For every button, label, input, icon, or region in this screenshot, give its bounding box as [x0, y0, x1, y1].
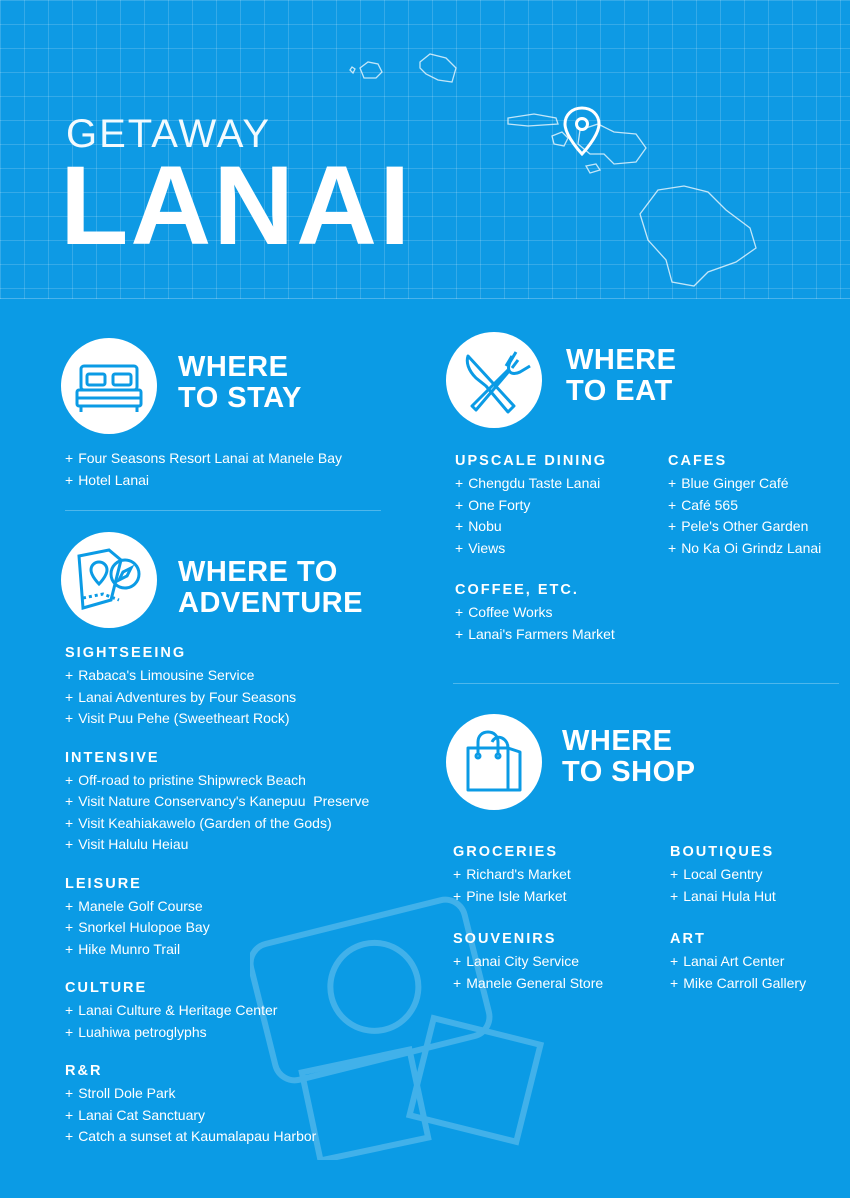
bullet: + — [453, 866, 462, 882]
list-item-text: Local Gentry — [683, 866, 763, 882]
shop-souvenirs-list — [453, 930, 603, 994]
adventure-group-culture — [65, 979, 369, 1043]
list-item — [65, 1126, 369, 1148]
group-heading: ART — [670, 931, 706, 947]
niihau-island — [350, 67, 355, 73]
divider — [453, 683, 839, 684]
list-item-text: Catch a sunset at Kaumalapau Harbor — [78, 1128, 317, 1144]
list-item-text: No Ka Oi Grindz Lanai — [681, 539, 822, 556]
bullet: + — [455, 518, 464, 534]
group-heading: CAFES — [668, 453, 728, 469]
molokai-island — [508, 114, 558, 126]
list-item-text: Manele Golf Course — [78, 897, 203, 914]
bullet: + — [65, 1002, 74, 1018]
eat-coffee-list — [455, 581, 615, 645]
group-heading: COFFEE, ETC. — [455, 582, 579, 598]
bullet: + — [65, 919, 74, 935]
title-line: ADVENTURE — [178, 587, 363, 619]
big-island — [640, 186, 756, 286]
where-to-adventure-title — [178, 557, 363, 619]
list-item-text: Visit Nature Conservancy's Kanepuu Preserve — [78, 793, 370, 809]
title-line: WHERE TO — [178, 556, 338, 588]
list-item — [65, 791, 369, 813]
list-item — [65, 1000, 369, 1022]
list-item-text: Rabaca's Limousine Service — [78, 667, 255, 683]
bullet: + — [65, 940, 74, 957]
list-item — [65, 917, 369, 939]
list-item — [668, 473, 821, 495]
map-compass-icon — [61, 532, 157, 628]
eat-upscale-list — [455, 452, 607, 559]
lanai-island — [552, 132, 568, 146]
adventure-group-intensive — [65, 749, 369, 856]
bullet: + — [65, 814, 74, 831]
kahoolawe-island — [586, 164, 600, 173]
hawaii-map-illustration — [340, 40, 850, 298]
bullet: + — [453, 974, 462, 991]
list-item-text: Visit Halulu Heiau — [78, 836, 189, 852]
list-item-text: Pine Isle Market — [466, 887, 567, 904]
bullet: + — [453, 887, 462, 904]
list-item — [455, 495, 607, 517]
list-item — [455, 538, 607, 560]
bullet: + — [668, 496, 677, 513]
eat-cafes-list — [668, 452, 821, 559]
title-line: TO SHOP — [562, 756, 696, 788]
shopping-bag-icon — [446, 714, 542, 810]
page-title: LANAI — [60, 143, 413, 268]
shop-art-list — [670, 930, 806, 994]
title-line: WHERE — [178, 351, 289, 383]
list-item — [670, 864, 776, 886]
group-heading: CULTURE — [65, 980, 148, 996]
list-item — [65, 813, 369, 835]
list-item — [670, 951, 806, 973]
title-line: TO STAY — [178, 382, 302, 414]
kauai-island — [360, 62, 382, 78]
list-item — [455, 516, 607, 538]
bullet: + — [670, 887, 679, 904]
group-heading: R&R — [65, 1063, 103, 1079]
list-item — [668, 495, 821, 517]
where-to-eat-title — [566, 345, 676, 407]
bullet: + — [455, 496, 464, 513]
list-item-text: Hike Munro Trail — [78, 940, 181, 957]
fork-knife-icon — [446, 332, 542, 428]
oahu-island — [420, 54, 456, 82]
bullet: + — [65, 771, 74, 788]
list-item — [453, 973, 603, 995]
group-heading: LEISURE — [65, 875, 142, 892]
bullet: + — [668, 518, 677, 534]
shop-boutiques-list — [670, 843, 776, 907]
list-item-text: Visit Puu Pehe (Sweetheart Rock) — [78, 710, 290, 726]
list-item — [455, 602, 615, 624]
bullet: + — [65, 1106, 74, 1123]
list-item — [455, 624, 615, 646]
bullet: + — [65, 793, 74, 809]
list-item — [453, 886, 571, 908]
list-item — [65, 708, 369, 730]
list-item — [65, 1083, 369, 1105]
group-heading: UPSCALE DINING — [455, 453, 608, 469]
bed-icon — [61, 338, 157, 434]
list-item-text: Richard's Market — [466, 866, 571, 882]
list-item — [65, 665, 369, 687]
bullet: + — [670, 953, 679, 969]
list-item-text: Visit Keahiakawelo (Garden of the Gods) — [78, 814, 332, 831]
list-item-text: Lanai Hula Hut — [683, 887, 776, 904]
maui-island — [578, 124, 646, 164]
list-item — [668, 516, 821, 538]
list-item-text: Stroll Dole Park — [78, 1085, 176, 1101]
header-kicker: GETAWAY — [66, 112, 272, 156]
bullet: + — [65, 471, 74, 488]
bullet: + — [453, 953, 462, 969]
adventure-group-leisure — [65, 875, 369, 961]
header-banner — [0, 0, 850, 299]
title-line: WHERE — [566, 344, 677, 376]
list-item — [453, 864, 571, 886]
list-item-text: Luahiwa petroglyphs — [78, 1023, 207, 1040]
list-item — [65, 448, 342, 470]
list-item-text: Pele's Other Garden — [681, 518, 809, 534]
list-item-text: Nobu — [468, 518, 502, 534]
bullet: + — [65, 1085, 74, 1101]
list-item — [65, 939, 369, 961]
list-item-text: Mike Carroll Gallery — [683, 974, 807, 991]
list-item — [455, 473, 607, 495]
bullet: + — [65, 450, 74, 466]
group-heading: BOUTIQUES — [670, 844, 775, 860]
bullet: + — [668, 539, 677, 556]
group-heading: GROCERIES — [453, 844, 559, 860]
bullet: + — [668, 475, 677, 491]
list-item-text: Café 565 — [681, 496, 739, 513]
list-item-text: Lanai Adventures by Four Seasons — [78, 688, 297, 705]
list-item-text: Lanai Culture & Heritage Center — [78, 1002, 278, 1018]
list-item-text: Lanai Art Center — [683, 953, 785, 969]
list-item — [670, 886, 776, 908]
bullet: + — [65, 897, 74, 914]
list-item-text: Lanai Cat Sanctuary — [78, 1106, 206, 1123]
list-item — [670, 973, 806, 995]
group-heading: INTENSIVE — [65, 749, 160, 766]
list-item-text: Four Seasons Resort Lanai at Manele Bay — [78, 450, 342, 466]
list-item — [453, 951, 603, 973]
list-item — [65, 687, 369, 709]
bullet: + — [65, 1128, 74, 1144]
list-item-text: Chengdu Taste Lanai — [468, 475, 601, 491]
list-item — [65, 1105, 369, 1127]
bullet: + — [65, 836, 74, 852]
list-item — [65, 770, 369, 792]
adventure-list — [65, 644, 369, 1167]
shop-groceries-list — [453, 843, 571, 907]
bullet: + — [455, 604, 464, 620]
divider — [65, 510, 381, 511]
where-to-stay-title — [178, 352, 302, 414]
list-item-text: Blue Ginger Café — [681, 475, 789, 491]
group-heading: SIGHTSEEING — [65, 645, 187, 661]
bullet: + — [670, 974, 679, 991]
list-item-text: Coffee Works — [468, 604, 553, 620]
list-item-text: Off-road to pristine Shipwreck Beach — [78, 771, 306, 788]
list-item-text: One Forty — [468, 496, 531, 513]
list-item — [668, 538, 821, 560]
bullet: + — [65, 710, 74, 726]
bullet: + — [455, 475, 464, 491]
list-item-text: Lanai's Farmers Market — [468, 625, 615, 642]
list-item-text: Hotel Lanai — [78, 471, 150, 488]
bullet: + — [65, 667, 74, 683]
list-item — [65, 896, 369, 918]
list-item — [65, 834, 369, 856]
list-item — [65, 1022, 369, 1044]
bullet: + — [455, 539, 464, 556]
adventure-group-sightseeing — [65, 644, 369, 730]
bullet: + — [455, 625, 464, 642]
adventure-group-rr — [65, 1062, 369, 1148]
bullet: + — [65, 1023, 74, 1040]
bullet: + — [670, 866, 679, 882]
stay-list — [65, 448, 342, 491]
where-to-shop-title — [562, 726, 696, 788]
title-line: WHERE — [562, 725, 673, 757]
title-line: TO EAT — [566, 375, 673, 407]
list-item-text: Snorkel Hulopoe Bay — [78, 919, 210, 935]
list-item-text: Manele General Store — [466, 974, 604, 991]
list-item-text: Views — [468, 539, 506, 556]
bullet: + — [65, 688, 74, 705]
list-item — [65, 470, 342, 492]
list-item-text: Lanai City Service — [466, 953, 580, 969]
group-heading: SOUVENIRS — [453, 931, 557, 947]
